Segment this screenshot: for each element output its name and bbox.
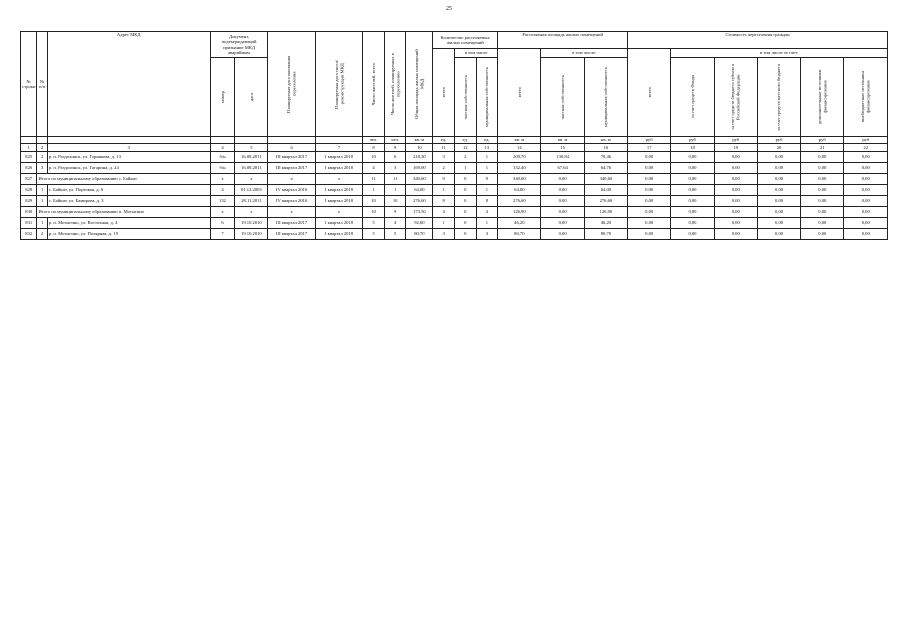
data-cell: 3 [433, 229, 455, 240]
unit-cell: руб [757, 137, 800, 144]
data-cell: 218,30 [406, 152, 433, 163]
data-cell: 0 [454, 207, 476, 218]
table-row [21, 196, 888, 207]
data-cell: 1 [454, 163, 476, 174]
data-cell: 19.10.2010 [235, 229, 268, 240]
data-cell: 46,20 [498, 218, 541, 229]
data-cell: 4 [363, 163, 385, 174]
header-doc-number: номер [210, 58, 235, 137]
data-cell: 1 [37, 196, 47, 207]
data-cell: 10 [384, 196, 406, 207]
data-cell: 340,60 [406, 174, 433, 185]
data-cell: 78,46 [584, 152, 627, 163]
data-cell: III квартал 2017 [268, 218, 315, 229]
data-cell: 1 [37, 185, 47, 196]
total-row [21, 174, 888, 185]
data-cell: б/н [210, 163, 235, 174]
data-cell: 0,00 [757, 229, 800, 240]
data-cell: 0,00 [757, 163, 800, 174]
data-cell: 1 [476, 163, 498, 174]
data-cell: х [210, 174, 235, 185]
data-cell: 132,40 [498, 163, 541, 174]
data-cell: 0,00 [801, 174, 844, 185]
header-rooms-total: всего [433, 49, 455, 137]
data-cell: 5 [384, 229, 406, 240]
header-cost-local: за счет средств местного бюджета [757, 58, 800, 137]
data-cell: 0,00 [671, 218, 714, 229]
data-cell: 0,00 [844, 229, 888, 240]
header-cost-including: в том числе за счет: [671, 49, 888, 58]
data-cell: х [315, 174, 362, 185]
column-number-cell: 1 [21, 144, 37, 152]
unit-cell: кв. м [584, 137, 627, 144]
data-cell: 0,00 [844, 207, 888, 218]
unit-cell [37, 137, 47, 144]
data-cell: 8 [433, 196, 455, 207]
data-cell: 80,70 [406, 229, 433, 240]
header-residents-total: Число жителей, всего [363, 32, 385, 137]
data-cell: 11 [384, 174, 406, 185]
column-numbers-row [21, 144, 888, 152]
column-number-cell: 18 [671, 144, 714, 152]
header-address: Адрес МКД [47, 32, 210, 137]
data-cell: 0 [454, 174, 476, 185]
column-number-cell: 22 [844, 144, 888, 152]
data-cell: 0,00 [714, 218, 757, 229]
data-cell: 0,00 [801, 207, 844, 218]
address-cell: р. п. Мотыгино, ул. Полярная, д. 19 [47, 229, 210, 240]
data-cell: I квартал 2018 [315, 229, 362, 240]
data-cell: 0,00 [541, 174, 584, 185]
data-cell: 0,00 [757, 152, 800, 163]
resettlement-table [20, 31, 888, 240]
table-row [21, 229, 888, 240]
header-rooms-private: частная собственность [454, 58, 476, 137]
header-cost-subject: за счет средств бюджета субъекта Российской Федерации [714, 58, 757, 137]
unit-cell: руб [844, 137, 888, 144]
column-number-cell: 8 [363, 144, 385, 152]
data-cell: 9 [476, 174, 498, 185]
header-cost-total: всего [628, 49, 671, 137]
column-number-cell: 16 [584, 144, 627, 152]
data-cell: IV квартал 2016 [268, 185, 315, 196]
data-cell: 28.11.2011 [235, 196, 268, 207]
data-cell: 0,00 [844, 196, 888, 207]
data-cell: 19.10.2010 [235, 218, 268, 229]
total-label-cell: Итого по муниципальному образованию с. Байкит [37, 174, 210, 185]
row-number-cell: 827 [21, 174, 37, 185]
header-rooms-municipal: муниципальная собственность [476, 58, 498, 137]
data-cell: III квартал 2017 [268, 152, 315, 163]
data-cell: 0,00 [844, 185, 888, 196]
table-row [21, 152, 888, 163]
data-cell: 0,00 [671, 174, 714, 185]
data-cell: 1 [476, 185, 498, 196]
header-area-including: в том числе: [541, 49, 628, 58]
column-number-cell: 2 [37, 144, 47, 152]
unit-cell: чел. [363, 137, 385, 144]
data-cell: 1 [363, 185, 385, 196]
address-cell: с. Байкит, ул. Бамирова, д. 3 [47, 196, 210, 207]
unit-cell: руб [714, 137, 757, 144]
column-number-cell: 5 [235, 144, 268, 152]
address-cell: р. п. Раздолинск, ул. Гагарина, д. 24 [47, 163, 210, 174]
data-cell: 9 [384, 207, 406, 218]
data-cell: 0,00 [757, 196, 800, 207]
data-cell: 2 [454, 152, 476, 163]
data-cell: х [210, 207, 235, 218]
data-cell: 1 [37, 218, 47, 229]
column-number-cell: 10 [406, 144, 433, 152]
data-cell: 130,84 [541, 152, 584, 163]
data-cell: 0,00 [628, 185, 671, 196]
address-cell: р. п. Мотыгино, ул. Восточная, д. 4 [47, 218, 210, 229]
header-document: Документ, подтверждающий признание МКД аварийным [210, 32, 268, 58]
header-area-all: всего [498, 49, 541, 137]
data-cell: 132 [210, 196, 235, 207]
unit-cell: кв. м [406, 137, 433, 144]
data-cell: 67,64 [541, 163, 584, 174]
header-doc-date: дата [235, 58, 268, 137]
data-cell: 80,70 [584, 229, 627, 240]
data-cell: 276,60 [498, 196, 541, 207]
unit-cell: кв. м [498, 137, 541, 144]
data-cell: 0,00 [714, 163, 757, 174]
data-cell: 64,00 [406, 185, 433, 196]
unit-cell: кв. м [541, 137, 584, 144]
header-area-private: частная собственность [541, 58, 584, 137]
header-num-row: № строки [21, 32, 37, 137]
data-cell: 9 [433, 174, 455, 185]
data-cell: 0,00 [671, 207, 714, 218]
table-row [21, 218, 888, 229]
data-cell: 0,00 [801, 218, 844, 229]
data-cell: 0,00 [844, 218, 888, 229]
data-cell: I квартал 2018 [315, 163, 362, 174]
data-cell: 3 [476, 229, 498, 240]
header-cost-additional: дополнительные источники финансирования [801, 58, 844, 137]
data-cell: 0,00 [844, 174, 888, 185]
data-cell: 0,00 [541, 229, 584, 240]
data-cell: х [268, 174, 315, 185]
data-cell: 829 [21, 196, 37, 207]
data-cell: 3 [37, 163, 47, 174]
header-planned-demolish: Планируемая дата сноса/ реконструкции МКД [315, 32, 362, 137]
data-cell: 340,60 [584, 174, 627, 185]
data-cell: х [315, 207, 362, 218]
data-cell: 4 [384, 218, 406, 229]
data-cell: I квартал 2018 [315, 185, 362, 196]
data-cell: х [268, 207, 315, 218]
data-cell: 2 [37, 152, 47, 163]
data-cell: 8 [476, 196, 498, 207]
data-cell: 0,00 [541, 196, 584, 207]
data-cell: 5 [363, 218, 385, 229]
data-cell: 10 [363, 207, 385, 218]
data-cell: I квартал 2018 [315, 196, 362, 207]
data-cell: 0,00 [628, 196, 671, 207]
data-cell: 1 [384, 185, 406, 196]
data-cell: 64,76 [584, 163, 627, 174]
data-cell: 0 [454, 196, 476, 207]
column-number-cell: 4 [210, 144, 235, 152]
data-cell: х [235, 174, 268, 185]
data-cell: 825 [21, 152, 37, 163]
data-cell: IV квартал 2016 [268, 196, 315, 207]
data-cell: 831 [21, 218, 37, 229]
data-cell: III квартал 2017 [268, 163, 315, 174]
address-cell: с. Байкит, ул. Портовая, д. 6 [47, 185, 210, 196]
column-number-cell: 11 [433, 144, 455, 152]
unit-cell [315, 137, 362, 144]
unit-cell: ед. [476, 137, 498, 144]
data-cell: 276,60 [584, 196, 627, 207]
header-cost-unneeded: внебюджетные источники финансирования [844, 58, 888, 137]
data-cell: 0,00 [628, 218, 671, 229]
data-cell: 1 [476, 152, 498, 163]
unit-cell [21, 137, 37, 144]
data-cell: 16.08.2011 [235, 152, 268, 163]
column-number-cell: 15 [541, 144, 584, 152]
data-cell: 0,00 [714, 207, 757, 218]
data-cell: 0,00 [844, 152, 888, 163]
data-cell: 0,00 [714, 174, 757, 185]
column-number-cell: 9 [384, 144, 406, 152]
data-cell: 0,00 [714, 185, 757, 196]
data-cell: 0,00 [628, 174, 671, 185]
header-cost: Стоимость переселения граждан [628, 32, 888, 49]
data-cell: 10 [363, 152, 385, 163]
data-cell: 3 [433, 152, 455, 163]
unit-cell [235, 137, 268, 144]
data-cell: 0,00 [628, 163, 671, 174]
data-cell: 4 [433, 207, 455, 218]
data-cell: 340,60 [498, 174, 541, 185]
table-row [21, 185, 888, 196]
column-number-cell: 3 [47, 144, 210, 152]
column-number-cell: 13 [476, 144, 498, 152]
data-cell: 832 [21, 229, 37, 240]
address-cell: р. п. Раздолинск, ул. Горнякова, д. 13 [47, 152, 210, 163]
page-number: 25 [446, 6, 452, 12]
data-cell: 64,00 [584, 185, 627, 196]
unit-cell: чел. [384, 137, 406, 144]
data-cell: 0,00 [541, 185, 584, 196]
data-cell: 7 [210, 229, 235, 240]
data-cell: I квартал 2018 [315, 218, 362, 229]
data-cell: 0,00 [628, 229, 671, 240]
data-cell: 01.12.2003 [235, 185, 268, 196]
total-row [21, 207, 888, 218]
data-cell: 0,00 [757, 207, 800, 218]
column-number-cell: 19 [714, 144, 757, 152]
header-rooms-including: в том числе [454, 49, 497, 58]
data-cell: б/н [210, 152, 235, 163]
data-cell: 0,00 [671, 152, 714, 163]
unit-cell: руб [628, 137, 671, 144]
unit-cell: ед. [454, 137, 476, 144]
data-cell: 1 [433, 185, 455, 196]
data-cell: 0,00 [757, 185, 800, 196]
column-number-cell: 14 [498, 144, 541, 152]
data-cell: 0,00 [714, 152, 757, 163]
data-cell: 0,00 [714, 196, 757, 207]
data-cell: х [235, 207, 268, 218]
data-cell: 4 [210, 185, 235, 196]
data-cell: 0 [454, 229, 476, 240]
data-cell: 0,00 [671, 185, 714, 196]
column-number-cell: 6 [268, 144, 315, 152]
data-cell: 0 [454, 218, 476, 229]
data-cell: 126,90 [584, 207, 627, 218]
data-cell: 11 [363, 174, 385, 185]
unit-cell: ед. [433, 137, 455, 144]
header-area-total: Общая площадь жилых помещений МКД [406, 32, 433, 137]
data-cell: 0,00 [671, 196, 714, 207]
header-planned-end: Планируемая дата окончания переселения [268, 32, 315, 137]
data-cell: 173,50 [406, 207, 433, 218]
data-cell: 0,00 [844, 163, 888, 174]
data-cell: 276,60 [406, 196, 433, 207]
unit-cell: руб [671, 137, 714, 144]
data-cell: 2 [433, 163, 455, 174]
header-resettle-area: Расселяемая площадь жилых помещений [498, 32, 628, 49]
unit-cell: руб [801, 137, 844, 144]
data-cell: 6 [210, 218, 235, 229]
data-cell: 0,00 [801, 229, 844, 240]
data-cell: 92,60 [406, 218, 433, 229]
data-cell: 1 [476, 218, 498, 229]
data-cell: 0,00 [541, 207, 584, 218]
data-cell: 46,20 [584, 218, 627, 229]
data-cell: 0,00 [801, 152, 844, 163]
data-cell: 0,00 [757, 218, 800, 229]
data-cell: 0,00 [671, 229, 714, 240]
data-cell: 0,00 [714, 229, 757, 240]
unit-cell [268, 137, 315, 144]
data-cell: 0 [454, 185, 476, 196]
data-cell: 16.08.2011 [235, 163, 268, 174]
data-cell: 0,00 [801, 196, 844, 207]
data-cell: 0,00 [541, 218, 584, 229]
column-number-cell: 12 [454, 144, 476, 152]
data-cell: 0,00 [801, 163, 844, 174]
unit-cell [47, 137, 210, 144]
table-row [21, 163, 888, 174]
data-cell: I квартал 2018 [315, 152, 362, 163]
header-num-pp: № п/п [37, 32, 47, 137]
data-cell: 826 [21, 163, 37, 174]
data-cell: 1 [433, 218, 455, 229]
data-cell: 5 [363, 229, 385, 240]
header-residents-planned: Число жителей, планируемых к переселению [384, 32, 406, 137]
data-cell: 0,00 [671, 163, 714, 174]
data-cell: 209,70 [498, 152, 541, 163]
column-number-cell: 7 [315, 144, 362, 152]
data-cell: 169,00 [406, 163, 433, 174]
data-cell: 2 [37, 229, 47, 240]
total-label-cell: Итого по муниципальному образованию п. Мотыгино [37, 207, 210, 218]
header-rooms-count: Количество расселяемых жилых помещений [433, 32, 498, 49]
data-cell: 4 [476, 207, 498, 218]
unit-cell [210, 137, 235, 144]
column-number-cell: 21 [801, 144, 844, 152]
data-cell: 0,00 [757, 174, 800, 185]
row-number-cell: 830 [21, 207, 37, 218]
header-cost-fund: за счет средств Фонда [671, 58, 714, 137]
data-cell: 126,90 [498, 207, 541, 218]
data-cell: 0,00 [628, 152, 671, 163]
data-cell: 10 [363, 196, 385, 207]
data-cell: 828 [21, 185, 37, 196]
data-cell: 6 [384, 152, 406, 163]
data-cell: 0,00 [628, 207, 671, 218]
header-area-municipal: муниципальная собственность [584, 58, 627, 137]
data-cell: 3 [384, 163, 406, 174]
units-row [21, 137, 888, 144]
data-cell: 80,70 [498, 229, 541, 240]
data-cell: 0,00 [801, 185, 844, 196]
column-number-cell: 17 [628, 144, 671, 152]
column-number-cell: 20 [757, 144, 800, 152]
data-cell: III квартал 2017 [268, 229, 315, 240]
data-cell: 64,00 [498, 185, 541, 196]
